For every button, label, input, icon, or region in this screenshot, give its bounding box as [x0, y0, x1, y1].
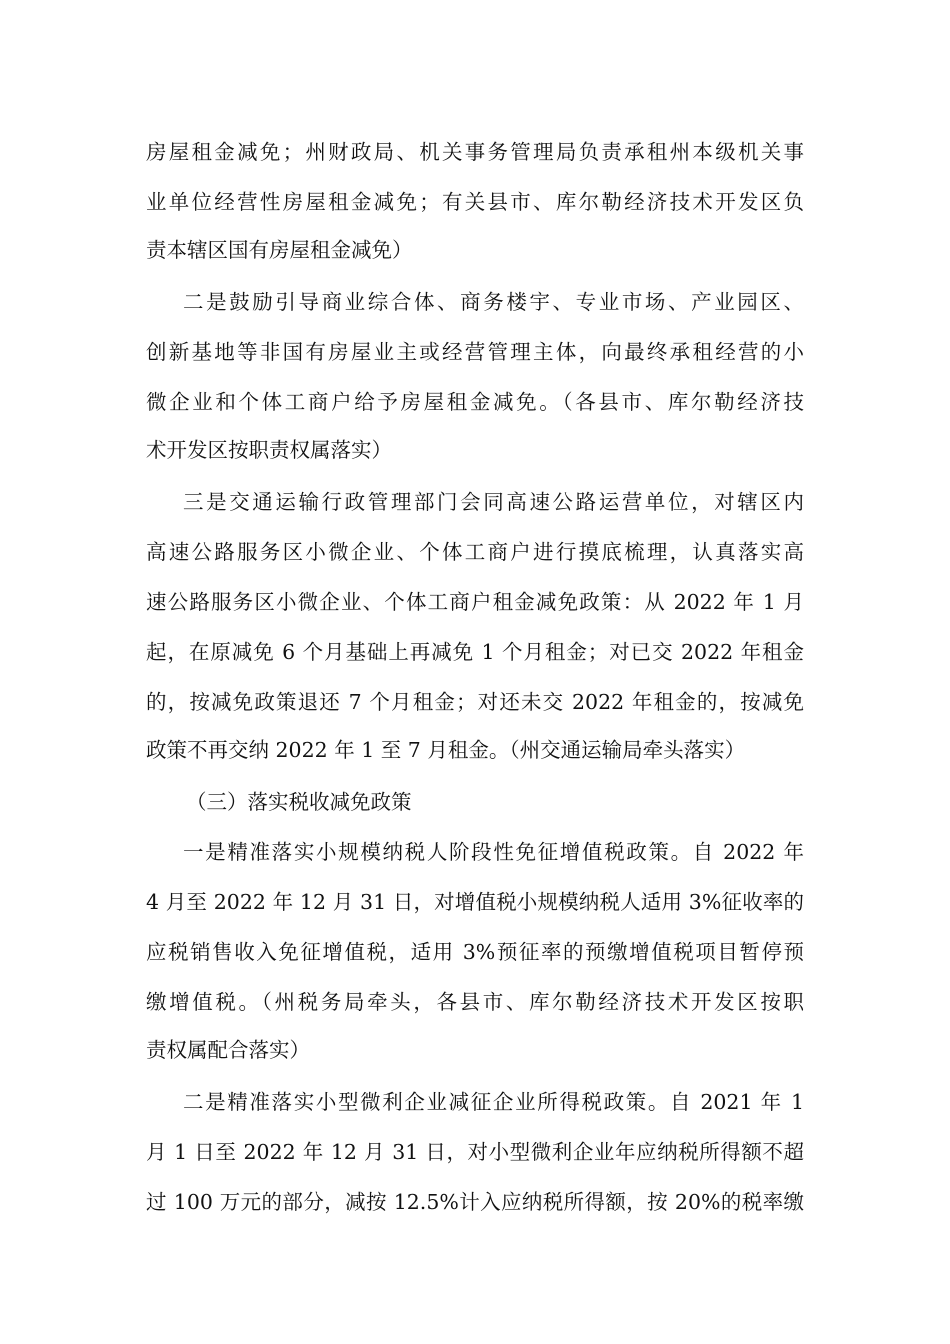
paragraph-1-line-3: 责本辖区国有房屋租金减免）	[146, 238, 413, 262]
paragraph-3-line-1: 三是交通运输行政管理部门会同高速公路运营单位，对辖区内	[183, 490, 804, 514]
paragraph-3-line-3: 速公路服务区小微企业、个体工商户租金减免政策：从 2022 年 1 月	[146, 590, 804, 614]
paragraph-3-line-2: 高速公路服务区小微企业、个体工商户进行摸底梳理，认真落实高	[146, 540, 804, 564]
paragraph-1-line-2: 业单位经营性房屋租金减免；有关县市、库尔勒经济技术开发区负	[146, 190, 804, 214]
paragraph-2-line-2: 创新基地等非国有房屋业主或经营管理主体，向最终承租经营的小	[146, 340, 804, 364]
paragraph-2-line-4: 术开发区按职责权属落实）	[146, 438, 392, 462]
paragraph-5-line-3: 过 100 万元的部分，减按 12.5%计入应纳税所得额，按 20%的税率缴	[146, 1190, 804, 1214]
paragraph-3-line-4: 起，在原减免 6 个月基础上再减免 1 个月租金；对已交 2022 年租金	[146, 640, 804, 664]
paragraph-2-line-3: 微企业和个体工商户给予房屋租金减免。（各县市、库尔勒经济技	[146, 390, 804, 414]
paragraph-4-line-5: 责权属配合落实）	[146, 1038, 310, 1062]
paragraph-3-line-5: 的，按减免政策退还 7 个月租金；对还未交 2022 年租金的，按减免	[146, 690, 804, 714]
paragraph-3-line-6: 政策不再交纳 2022 年 1 至 7 月租金。（州交通运输局牵头落实）	[146, 738, 746, 762]
paragraph-5-line-2: 月 1 日至 2022 年 12 月 31 日，对小型微利企业年应纳税所得额不超	[146, 1140, 804, 1164]
paragraph-1-line-1: 房屋租金减免；州财政局、机关事务管理局负责承租州本级机关事	[146, 140, 804, 164]
paragraph-2-line-1: 二是鼓励引导商业综合体、商务楼宇、专业市场、产业园区、	[183, 290, 804, 314]
paragraph-4-line-3: 应税销售收入免征增值税，适用 3%预征率的预缴增值税项目暂停预	[146, 940, 804, 964]
section-heading: （三）落实税收减免政策	[186, 790, 412, 814]
paragraph-5-line-1: 二是精准落实小型微利企业减征企业所得税政策。自 2021 年 1	[183, 1090, 804, 1114]
paragraph-4-line-1: 一是精准落实小规模纳税人阶段性免征增值税政策。自 2022 年	[183, 840, 804, 864]
paragraph-4-line-2: 4 月至 2022 年 12 月 31 日，对增值税小规模纳税人适用 3%征收率的	[146, 890, 804, 914]
paragraph-4-line-4: 缴增值税。（州税务局牵头，各县市、库尔勒经济技术开发区按职	[146, 990, 804, 1014]
